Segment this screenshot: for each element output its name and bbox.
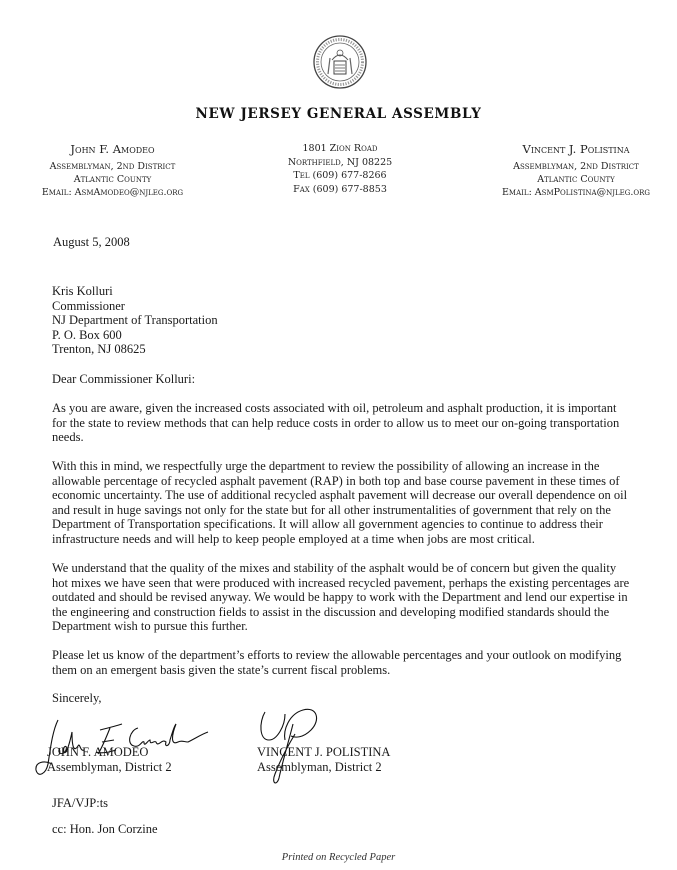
carbon-copy: cc: Hon. Jon Corzine [52,822,158,836]
signatory-amodeo [47,745,172,774]
member-email[interactable]: Email: AsmAmodeo@njleg.org [41,187,184,198]
signatory-title: Assemblyman, District 2 [47,759,172,774]
letterhead-address [250,142,430,196]
signatory-polistina [257,745,390,774]
body-paragraph: We understand that the quality of the mixes and stability of the asphalt would be of concern but given the quality hot mixes we have seen that were produced with increased recycled pavement, perhaps the existing percentages are outdated and should be revised anyway. We would be happy to work with the Department and lend our expertise in the engineering and construction fields to assist in the discussion and developing modified standards should the Department wish to pursue this further. [52,561,630,634]
letter-date: August 5, 2008 [53,235,130,249]
letterhead-right [490,141,662,199]
member-title: Assemblyman, 2nd District [513,161,639,172]
recipient-line: Trenton, NJ 08625 [52,342,146,357]
member-name: Vincent J. Polistina [522,142,630,156]
signatory-name: JOHN F. AMODEO [47,745,149,759]
member-name: John F. Amodeo [70,142,155,156]
signatory-title: Assemblyman, District 2 [257,759,382,774]
member-email[interactable]: Email: AsmPolistina@njleg.org [502,187,650,198]
body-paragraph: As you are aware, given the increased costs associated with oil, petroleum and asphalt production, it is important for the state to review methods that can help reduce costs in order to allow us to meet our on-going transportation needs. [52,401,620,445]
reference-initials: JFA/VJP:ts [52,796,109,810]
recipient-line: Commissioner [52,298,125,313]
organization-title: NEW JERSEY GENERAL ASSEMBLY [195,106,482,122]
member-title: Assemblyman, 2nd District [49,161,176,172]
letterhead-left [10,141,215,199]
recipient-line: P. O. Box 600 [52,327,122,342]
closing: Sincerely, [52,691,102,705]
member-county: Atlantic County [537,174,615,185]
recipient-line: Kris Kolluri [52,284,113,298]
address-line-2: Northfield, NJ 08225 [287,156,393,168]
recycled-paper-note [0,852,677,863]
recipient-line: NJ Department of Transportation [52,313,218,328]
footer-text: Printed on Recycled Paper [281,852,396,863]
recipient-address [52,284,218,357]
member-county: Atlantic County [73,174,152,185]
state-seal-icon [312,34,368,90]
salutation: Dear Commissioner Kolluri: [52,372,196,386]
body-paragraph: Please let us know of the department’s efforts to review the allowable percentages and your outlook on modifying them on an emergent basis given the state’s current fiscal problems. [52,648,622,677]
signatory-name: VINCENT J. POLISTINA [257,745,391,759]
fax: Fax (609) 677-8853 [293,183,387,195]
body-paragraph: With this in mind, we respectfully urge the department to review the possibility of allowing an increase in the allowable percentage of recycled asphalt pavement (RAP) in both top and base course pavement in these times of economic uncertainty. The use of additional recycled asphalt pavement will decrease our overall dependence on oil and result in huge savings not only for the state but for all other instrumentalities of government that rely on the Department of Transportation specifications. It will allow all government agencies to continue to address their infrastructure needs and will help to keep people employed at a time when jobs are most critical. [52,459,628,546]
telephone: Tel (609) 677-8266 [293,170,387,181]
address-line-1: 1801 Zion Road [302,143,378,154]
